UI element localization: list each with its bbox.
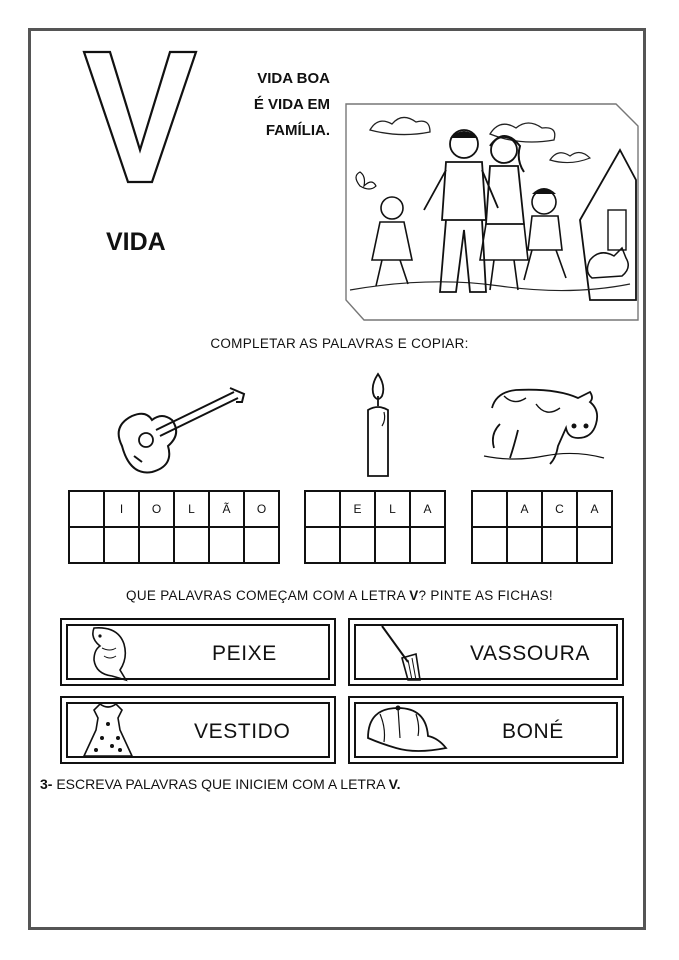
motto-line-2: É VIDA EM xyxy=(253,96,330,113)
grid-cell[interactable] xyxy=(472,491,507,527)
grid-cell: Ã xyxy=(209,491,244,527)
exercise-3-instruction xyxy=(40,776,401,792)
key-word: VIDA xyxy=(106,228,166,256)
family-illustration xyxy=(340,100,640,322)
copy-cell[interactable] xyxy=(69,527,104,563)
cow-icon xyxy=(482,384,606,468)
motto-line-1: VIDA BOA xyxy=(257,70,330,87)
word-grid-guitar xyxy=(68,490,280,564)
card-word: BONÉ xyxy=(502,720,564,743)
grid-cell: A xyxy=(410,491,445,527)
copy-cell[interactable] xyxy=(209,527,244,563)
instruction-suffix: ? PINTE AS FICHAS! xyxy=(418,588,553,603)
word-grid-cow xyxy=(471,490,613,564)
copy-cell[interactable] xyxy=(305,527,340,563)
instruction-letter: V xyxy=(409,588,419,603)
copy-cell[interactable] xyxy=(542,527,577,563)
grid-cell[interactable] xyxy=(69,491,104,527)
grid-cell: O xyxy=(139,491,174,527)
motto-line-3: FAMÍLIA. xyxy=(265,122,330,139)
cap-icon xyxy=(360,704,450,756)
copy-cell[interactable] xyxy=(340,527,375,563)
exercise-2-instruction xyxy=(0,588,679,603)
grid-cell: A xyxy=(577,491,612,527)
word-card-vassoura[interactable] xyxy=(348,618,624,686)
exercise-3-number: 3- xyxy=(40,776,53,792)
copy-cell[interactable] xyxy=(375,527,410,563)
copy-cell[interactable] xyxy=(472,527,507,563)
word-card-bone[interactable] xyxy=(348,696,624,764)
broom-icon xyxy=(378,624,422,682)
big-letter-v xyxy=(80,46,200,186)
grid-cell: A xyxy=(507,491,542,527)
exercise-3-text: ESCREVA PALAVRAS QUE INICIEM COM A LETRA xyxy=(52,776,389,792)
exercise-1-instruction: COMPLETAR AS PALAVRAS E COPIAR: xyxy=(210,336,469,351)
motto-text xyxy=(200,66,330,144)
instruction-prefix: QUE PALAVRAS COMEÇAM COM A LETRA xyxy=(126,588,410,603)
answer-area[interactable] xyxy=(40,800,630,920)
copy-cell[interactable] xyxy=(410,527,445,563)
word-card-peixe[interactable] xyxy=(60,618,336,686)
card-word: VASSOURA xyxy=(470,642,590,665)
copy-cell[interactable] xyxy=(139,527,174,563)
copy-cell[interactable] xyxy=(104,527,139,563)
word-grid-candle xyxy=(304,490,446,564)
word-card-vestido[interactable] xyxy=(60,696,336,764)
copy-cell[interactable] xyxy=(174,527,209,563)
card-word: PEIXE xyxy=(212,642,277,665)
grid-cell: O xyxy=(244,491,279,527)
copy-cell[interactable] xyxy=(244,527,279,563)
fish-icon xyxy=(88,624,130,682)
grid-cell: L xyxy=(375,491,410,527)
guitar-icon xyxy=(112,384,248,476)
grid-cell: L xyxy=(174,491,209,527)
grid-cell: E xyxy=(340,491,375,527)
grid-cell: C xyxy=(542,491,577,527)
copy-cell[interactable] xyxy=(577,527,612,563)
copy-cell[interactable] xyxy=(507,527,542,563)
grid-cell: I xyxy=(104,491,139,527)
exercise-3-letter: V. xyxy=(388,776,401,792)
dress-icon xyxy=(82,702,134,760)
grid-cell[interactable] xyxy=(305,491,340,527)
card-word: VESTIDO xyxy=(194,720,291,743)
candle-icon xyxy=(360,372,396,478)
